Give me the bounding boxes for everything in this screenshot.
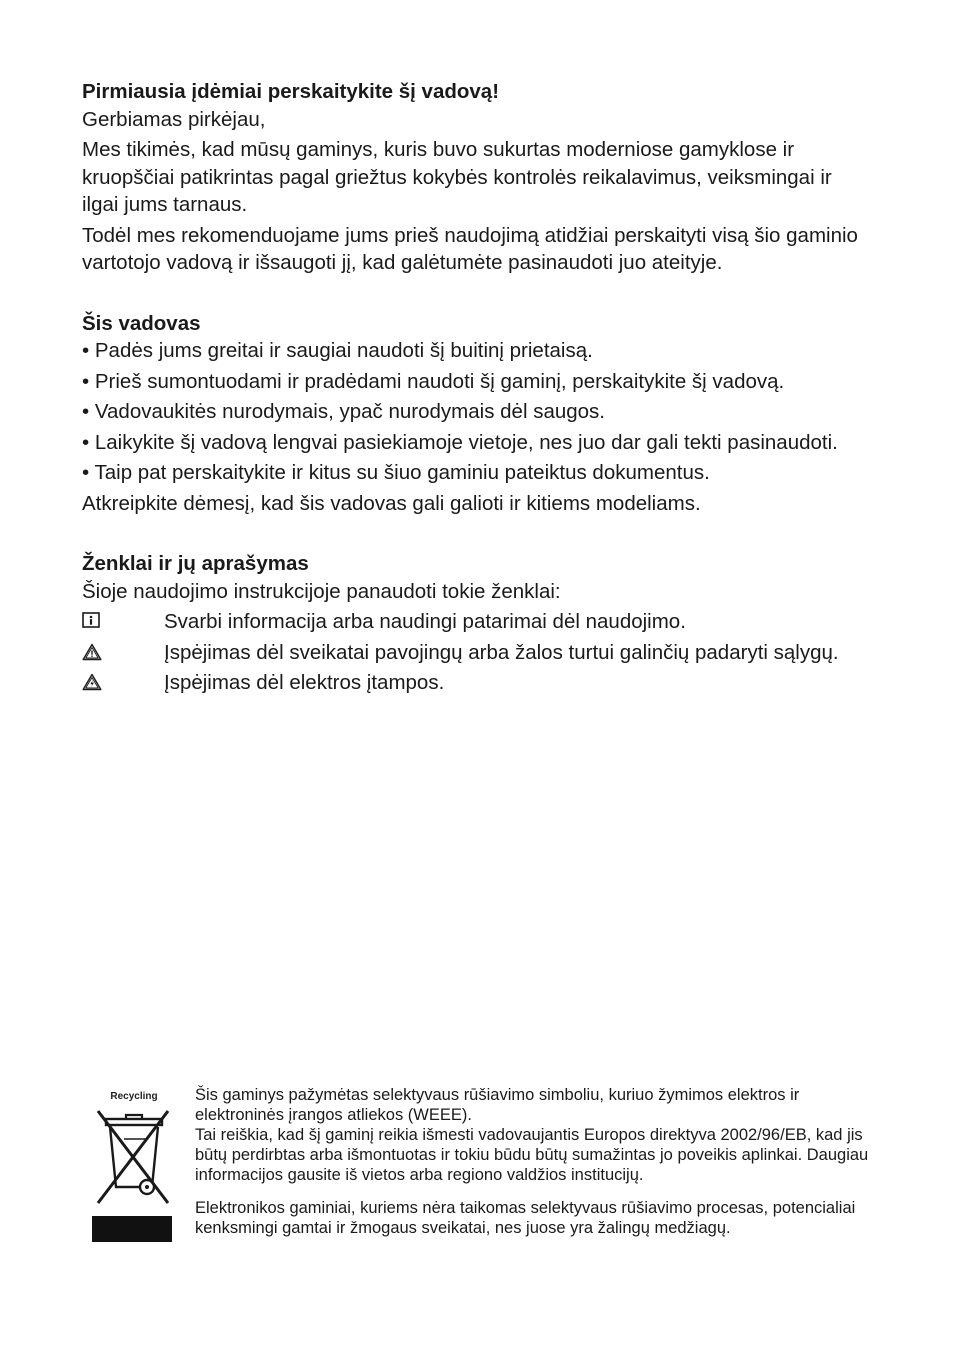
crossed-bin-icon: [96, 1103, 172, 1207]
main-content: [82, 78, 872, 697]
weee-text: [195, 1085, 875, 1238]
manual-bullet: • Padės jums greitai ir saugiai naudoti šį buitinį prietaisą.: [82, 339, 593, 362]
weee-black-bar: [92, 1216, 172, 1242]
symbols-heading: Ženklai ir jų aprašymas: [82, 552, 309, 575]
weee-paragraph-1b: Tai reiškia, kad šį gaminį reikia išmesti vadovaujantis Europos direktyva 2002/96/EB, kad jis būtų perdirbtas arba išmontuotas ir tokiu būdu būtų sumažintas jo poveikis aplinkai. Daugiau informacijos gausite iš vietos arba regiono valdžios institucijų.: [195, 1126, 869, 1184]
intro-heading: Pirmiausia įdėmiai perskaitykite šį vadovą!: [82, 80, 500, 103]
symbol-row-info: [82, 608, 872, 636]
symbol-row-electric: [82, 669, 872, 697]
info-icon: [82, 608, 164, 636]
intro-paragraph-1: Mes tikimės, kad mūsų gaminys, kuris buvo sukurtas moderniose gamyklose ir kruopščiai patikrintas pagal griežtus kokybės kontrolės reikalavimus, veiksmingai ir ilgai jums tarnaus.: [82, 138, 832, 216]
symbols-intro: Šioje naudojimo instrukcijoje panaudoti tokie ženklai:: [82, 579, 561, 603]
symbol-row-warning: [82, 639, 872, 667]
weee-paragraph-2: Elektronikos gaminiai, kuriems nėra taikomas selektyvaus rūšiavimo procesas, potencialiai kenksmingi gamtai ir žmogaus sveikatai, nes juose yra žalingų medžiagų.: [195, 1199, 856, 1237]
symbol-description: Įspėjimas dėl sveikatai pavojingų arba žalos turtui galinčių padaryti sąlygų.: [164, 640, 839, 664]
electric-warning-icon: [82, 669, 164, 697]
greeting: Gerbiamas pirkėjau,: [82, 107, 266, 131]
symbol-description: Svarbi informacija arba naudingi patarimai dėl naudojimo.: [164, 610, 686, 633]
warning-triangle-icon: [82, 639, 164, 667]
weee-logo: [92, 1091, 176, 1239]
recycling-label: Recycling: [110, 1091, 158, 1102]
weee-footer: [82, 1085, 872, 1255]
manual-bullet: • Taip pat perskaitykite ir kitus su šiuo gaminiu pateiktus dokumentus.: [82, 461, 710, 484]
manual-bullet: • Prieš sumontuodami ir pradėdami naudoti šį gaminį, perskaitykite šį vadovą.: [82, 369, 785, 393]
manual-heading: Šis vadovas: [82, 311, 201, 335]
symbol-description: Įspėjimas dėl elektros įtampos.: [164, 671, 445, 694]
manual-bullet: • Vadovaukitės nurodymais, ypač nurodymais dėl saugos.: [82, 400, 605, 423]
manual-bullet: • Laikykite šį vadovą lengvai pasiekiamoje vietoje, nes juo dar gali tekti pasinaudoti.: [82, 430, 838, 454]
intro-paragraph-2: Todėl mes rekomenduojame jums prieš naudojimą atidžiai perskaityti visą šio gaminio vartotojo vadovą ir išsaugoti jį, kad galėtumėte pasinaudoti juo ateityje.: [82, 223, 858, 274]
weee-paragraph-1a: Šis gaminys pažymėtas selektyvaus rūšiavimo simboliu, kuriuo žymimos elektros ir elektroninės įrangos atliekos (WEEE).: [195, 1086, 800, 1124]
manual-note: Atkreipkite dėmesį, kad šis vadovas gali galioti ir kitiems modeliams.: [82, 491, 701, 515]
